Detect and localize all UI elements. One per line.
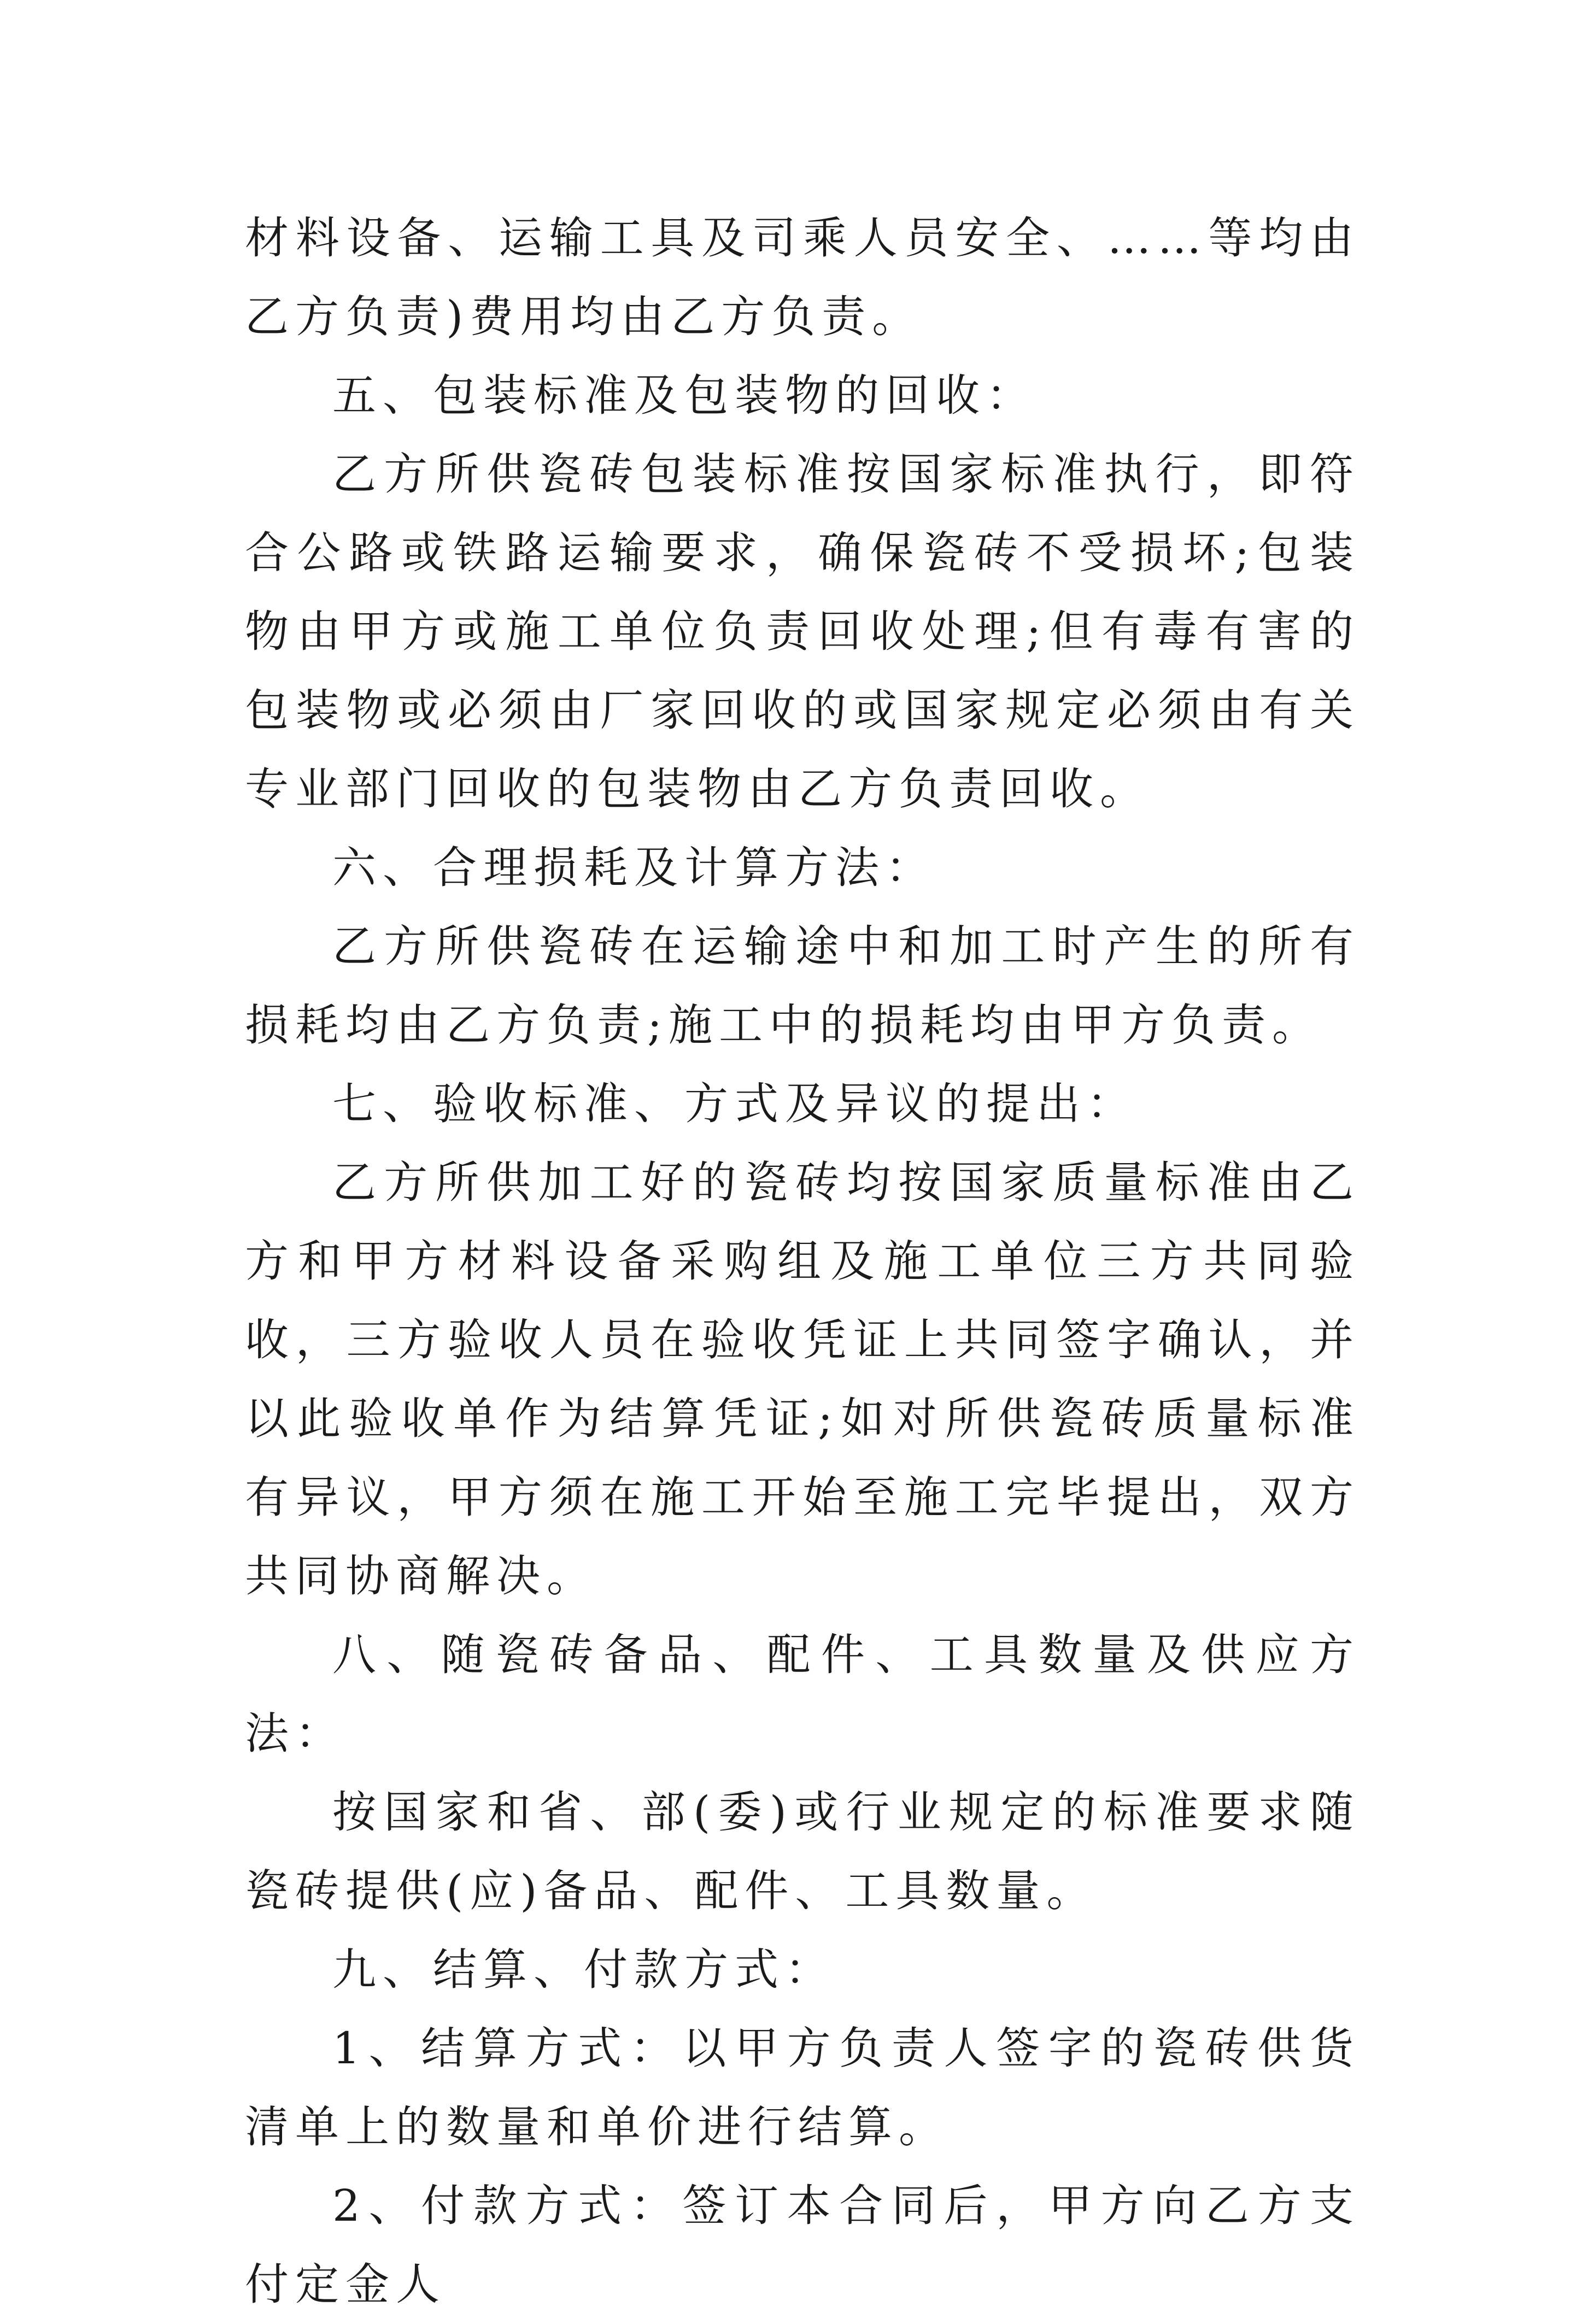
section-heading-9: 九、结算、付款方式： [332, 1944, 835, 1995]
paragraph-acceptance: 乙方所供加工好的瓷砖均按国家质量标准由乙方和甲方材料设备采购组及施工单位三方共同验收，三方验收人员在验收凭证上共同签字确认，并以此验收单作为结算凭证;如对所供瓷砖质量标准有异议，甲方须在施工开始至施工完毕提出，双方共同协商解决。 [245, 1157, 1360, 1601]
paragraph-packaging: 乙方所供瓷砖包装标准按国家标准执行，即符合公路或铁路运输要求，确保瓷砖不受损坏;包装物由甲方或施工单位负责回收处理;但有毒有害的包装物或必须由厂家回收的或国家规定必须由有关专业部门回收的包装物由乙方负责回收。 [245, 449, 1360, 814]
paragraph-spare-parts: 按国家和省、部(委)或行业规定的标准要求随瓷砖提供(应)备品、配件、工具数量。 [245, 1787, 1360, 1916]
section-heading-5: 五、包装标准及包装物的回收： [332, 370, 1036, 421]
paragraph-payment: 2、付款方式：签订本合同后，甲方向乙方支付定金人 [245, 2180, 1360, 2310]
paragraph-loss: 乙方所供瓷砖在运输途中和加工时产生的所有损耗均由乙方负责;施工中的损耗均由甲方负责。 [245, 921, 1360, 1051]
section-heading-8: 八、随瓷砖备品、配件、工具数量及供应方法： [245, 1629, 1360, 1759]
paragraph-continuation: 材料设备、运输工具及司乘人员安全、……等均由乙方负责)费用均由乙方负责。 [245, 213, 1360, 342]
paragraph-settlement: 1、结算方式：以甲方负责人签字的瓷砖供货清单上的数量和单价进行结算。 [245, 2023, 1360, 2152]
section-heading-6: 六、合理损耗及计算方法： [332, 842, 936, 893]
document-body [245, 199, 1360, 2324]
section-heading-7: 七、验收标准、方式及异议的提出： [332, 1078, 1137, 1129]
